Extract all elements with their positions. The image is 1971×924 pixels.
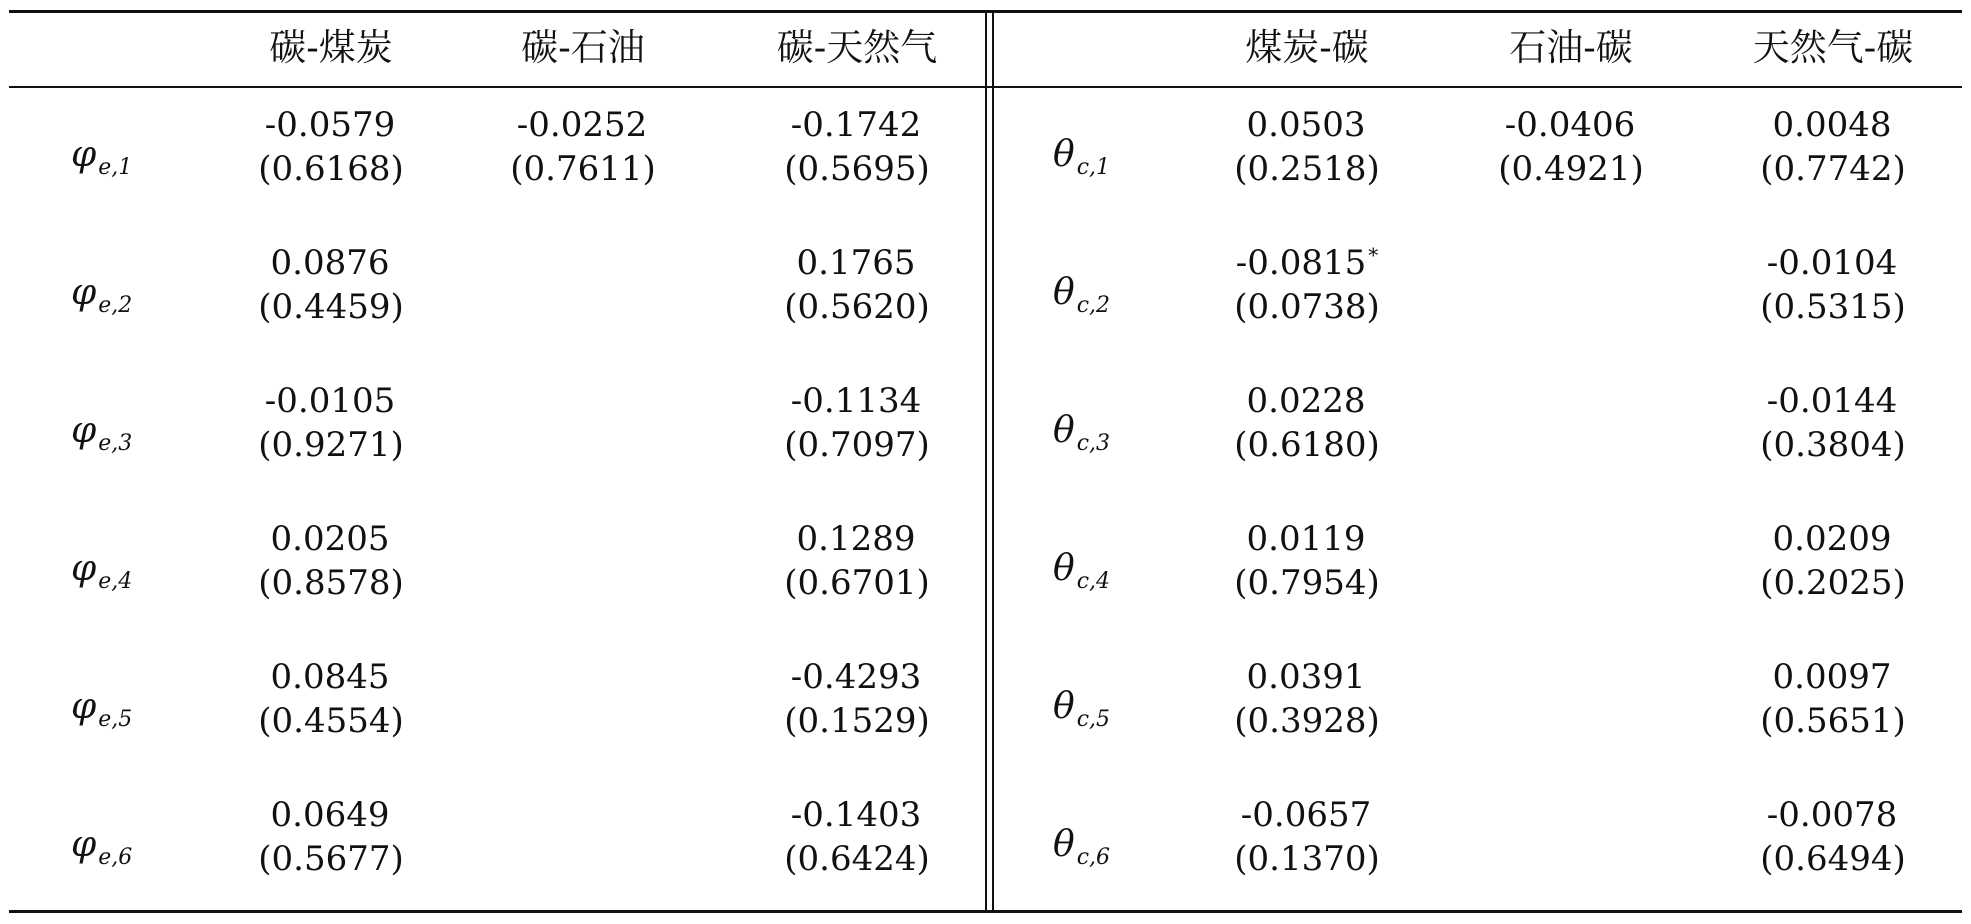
row-label-phi (71, 539, 132, 599)
coefficient-text: 0.1289 (796, 519, 916, 559)
header-gas-carbon: 天然气-碳 (1752, 26, 1914, 69)
coefficient-value (757, 232, 957, 286)
param-symbol: θ (1053, 548, 1075, 589)
table-row (9, 226, 1962, 364)
row-label-phi (71, 125, 132, 185)
coefficient-value (1733, 784, 1933, 838)
table-cell (231, 778, 431, 916)
p-value: (0.3804) (1760, 425, 1906, 465)
table-cell (231, 364, 431, 502)
table-cell (1207, 364, 1407, 502)
coefficient-text: 0.0503 (1246, 105, 1366, 145)
coefficient-text: -0.1134 (790, 381, 922, 421)
coefficient-text: -0.4293 (790, 657, 922, 697)
coefficient-value (483, 232, 683, 286)
p-value: (0.2025) (1760, 563, 1906, 603)
table-cell (1207, 88, 1407, 226)
table-cell (1207, 640, 1407, 778)
coefficient-value (1733, 232, 1933, 286)
coefficient-value (757, 508, 957, 562)
table-cell (757, 364, 957, 502)
param-symbol: θ (1053, 824, 1075, 865)
coefficient-value (1471, 784, 1671, 838)
coefficient-value (1207, 646, 1407, 700)
coefficient-value (231, 508, 431, 562)
param-subscript: c,3 (1076, 431, 1110, 456)
param-symbol: θ (1053, 410, 1075, 451)
coefficient-text: -0.0406 (1504, 105, 1636, 145)
param-symbol: φ (71, 686, 97, 727)
table-cell (483, 88, 683, 226)
header-coal-carbon: 煤炭-碳 (1245, 26, 1369, 69)
p-value: (0.5695) (784, 149, 930, 189)
p-value: (0.5620) (784, 287, 930, 327)
p-value: (0.1529) (784, 701, 930, 741)
coefficient-value (1471, 370, 1671, 424)
table-cell (1733, 226, 1933, 364)
coefficient-text: -0.0657 (1240, 795, 1372, 835)
param-subscript: e,2 (98, 293, 133, 318)
coefficient-text: 0.0119 (1246, 519, 1366, 559)
table-cell (1207, 502, 1407, 640)
param-subscript: c,6 (1076, 845, 1110, 870)
table-cell (483, 640, 683, 778)
table-cell (483, 226, 683, 364)
row-label-theta (1053, 677, 1110, 737)
table-row (9, 640, 1962, 778)
coefficient-value (483, 94, 683, 148)
coefficient-value (1733, 508, 1933, 562)
header-carbon-oil: 碳-石油 (521, 26, 645, 69)
p-value: (0.5315) (1760, 287, 1906, 327)
table-cell (757, 88, 957, 226)
param-subscript: c,4 (1076, 569, 1110, 594)
p-value: (0.7954) (1234, 563, 1380, 603)
table-cell (1733, 502, 1933, 640)
table-cell (1471, 778, 1671, 916)
param-symbol: θ (1053, 686, 1075, 727)
p-value: (0.6424) (784, 839, 930, 879)
table-cell (1471, 640, 1671, 778)
p-value: (0.4554) (258, 701, 404, 741)
table-row (9, 364, 1962, 502)
p-value: (0.4459) (258, 287, 404, 327)
coefficient-text: 0.0391 (1246, 657, 1366, 697)
table-cell (231, 88, 431, 226)
coefficient-value (231, 94, 431, 148)
p-value: (0.7742) (1760, 149, 1906, 189)
table-cell (483, 778, 683, 916)
coefficient-text: -0.1403 (790, 795, 922, 835)
table-cell (483, 502, 683, 640)
table-cell (1207, 778, 1407, 916)
table-cell (483, 364, 683, 502)
coefficient-value (483, 370, 683, 424)
coefficient-value (231, 370, 431, 424)
table-cell (1471, 88, 1671, 226)
row-label-theta (1053, 401, 1110, 461)
coefficient-text: -0.0815 (1235, 243, 1367, 283)
row-label-phi (71, 677, 132, 737)
coefficient-text: 0.0048 (1772, 105, 1892, 145)
coefficient-value (1207, 508, 1407, 562)
coefficient-value (1733, 94, 1933, 148)
p-value: (0.7097) (784, 425, 930, 465)
coefficient-value (1733, 646, 1933, 700)
table-cell (1733, 364, 1933, 502)
coefficient-text: 0.0097 (1772, 657, 1892, 697)
row-label-theta (1053, 263, 1110, 323)
coefficient-text: 0.1765 (796, 243, 916, 283)
row-label-phi (71, 401, 132, 461)
param-subscript: c,1 (1076, 155, 1110, 180)
p-value: (0.9271) (258, 425, 404, 465)
coefficient-value (231, 232, 431, 286)
coefficient-text: -0.0105 (264, 381, 396, 421)
p-value: (0.1370) (1234, 839, 1380, 879)
param-symbol: φ (71, 824, 97, 865)
table-cell (1207, 226, 1407, 364)
param-symbol: φ (71, 410, 97, 451)
coefficient-value (1733, 370, 1933, 424)
param-subscript: c,2 (1076, 293, 1110, 318)
coefficient-value (1471, 232, 1671, 286)
param-subscript: e,6 (98, 845, 133, 870)
coefficient-text: -0.0579 (264, 105, 396, 145)
row-label-theta (1053, 125, 1110, 185)
param-symbol: θ (1053, 272, 1075, 313)
table-cell (757, 502, 957, 640)
coefficient-value (483, 508, 683, 562)
p-value: (0.8578) (258, 563, 404, 603)
coefficient-value (1471, 94, 1671, 148)
coefficient-value (1207, 232, 1407, 286)
coefficient-value (1471, 646, 1671, 700)
table-cell (1733, 778, 1933, 916)
coefficient-value (1207, 94, 1407, 148)
coefficient-value (757, 646, 957, 700)
param-subscript: e,4 (98, 569, 133, 594)
coefficient-text: -0.0104 (1766, 243, 1898, 283)
coefficient-text: 0.0845 (270, 657, 390, 697)
results-table (9, 10, 1962, 915)
table-cell (757, 640, 957, 778)
table-cell (231, 226, 431, 364)
table-cell (231, 640, 431, 778)
table-row (9, 778, 1962, 916)
param-symbol: θ (1053, 134, 1075, 175)
row-label-phi (71, 815, 132, 875)
p-value: (0.7611) (510, 149, 656, 189)
p-value: (0.6701) (784, 563, 930, 603)
param-symbol: φ (71, 548, 97, 589)
param-symbol: φ (71, 272, 97, 313)
table-row (9, 502, 1962, 640)
coefficient-text: -0.1742 (790, 105, 922, 145)
coefficient-text: -0.0252 (516, 105, 648, 145)
table-row (9, 88, 1962, 226)
param-subscript: e,1 (98, 155, 133, 180)
coefficient-value (483, 784, 683, 838)
coefficient-value (1207, 784, 1407, 838)
coefficient-value (231, 646, 431, 700)
table-cell (1733, 640, 1933, 778)
coefficient-value (1207, 370, 1407, 424)
header-carbon-coal: 碳-煤炭 (269, 26, 393, 69)
row-label-theta (1053, 815, 1110, 875)
param-subscript: c,5 (1076, 707, 1110, 732)
p-value: (0.3928) (1234, 701, 1380, 741)
table-cell (1471, 226, 1671, 364)
coefficient-value (483, 646, 683, 700)
table-cell (1471, 502, 1671, 640)
coefficient-text: 0.0205 (270, 519, 390, 559)
coefficient-text: -0.0144 (1766, 381, 1898, 421)
param-subscript: e,3 (98, 431, 133, 456)
table-cell (757, 226, 957, 364)
p-value: (0.6168) (258, 149, 404, 189)
table-cell (757, 778, 957, 916)
coefficient-text: 0.0876 (270, 243, 390, 283)
p-value: (0.6494) (1760, 839, 1906, 879)
table-cell (1471, 364, 1671, 502)
significance-star: * (1368, 243, 1379, 267)
table-cell (231, 502, 431, 640)
p-value: (0.4921) (1498, 149, 1644, 189)
p-value: (0.5677) (258, 839, 404, 879)
p-value: (0.6180) (1234, 425, 1380, 465)
p-value: (0.0738) (1234, 287, 1380, 327)
coefficient-text: 0.0209 (1772, 519, 1892, 559)
table-cell (1733, 88, 1933, 226)
coefficient-value (1471, 508, 1671, 562)
coefficient-value (757, 94, 957, 148)
header-carbon-gas: 碳-天然气 (776, 26, 938, 69)
row-label-theta (1053, 539, 1110, 599)
header-oil-carbon: 石油-碳 (1509, 26, 1633, 69)
coefficient-text: 0.0228 (1246, 381, 1366, 421)
coefficient-text: 0.0649 (270, 795, 390, 835)
param-symbol: φ (71, 134, 97, 175)
row-label-phi (71, 263, 132, 323)
coefficient-value (757, 784, 957, 838)
coefficient-text: -0.0078 (1766, 795, 1898, 835)
param-subscript: e,5 (98, 707, 133, 732)
p-value: (0.5651) (1760, 701, 1906, 741)
coefficient-value (757, 370, 957, 424)
coefficient-value (231, 784, 431, 838)
p-value: (0.2518) (1234, 149, 1380, 189)
